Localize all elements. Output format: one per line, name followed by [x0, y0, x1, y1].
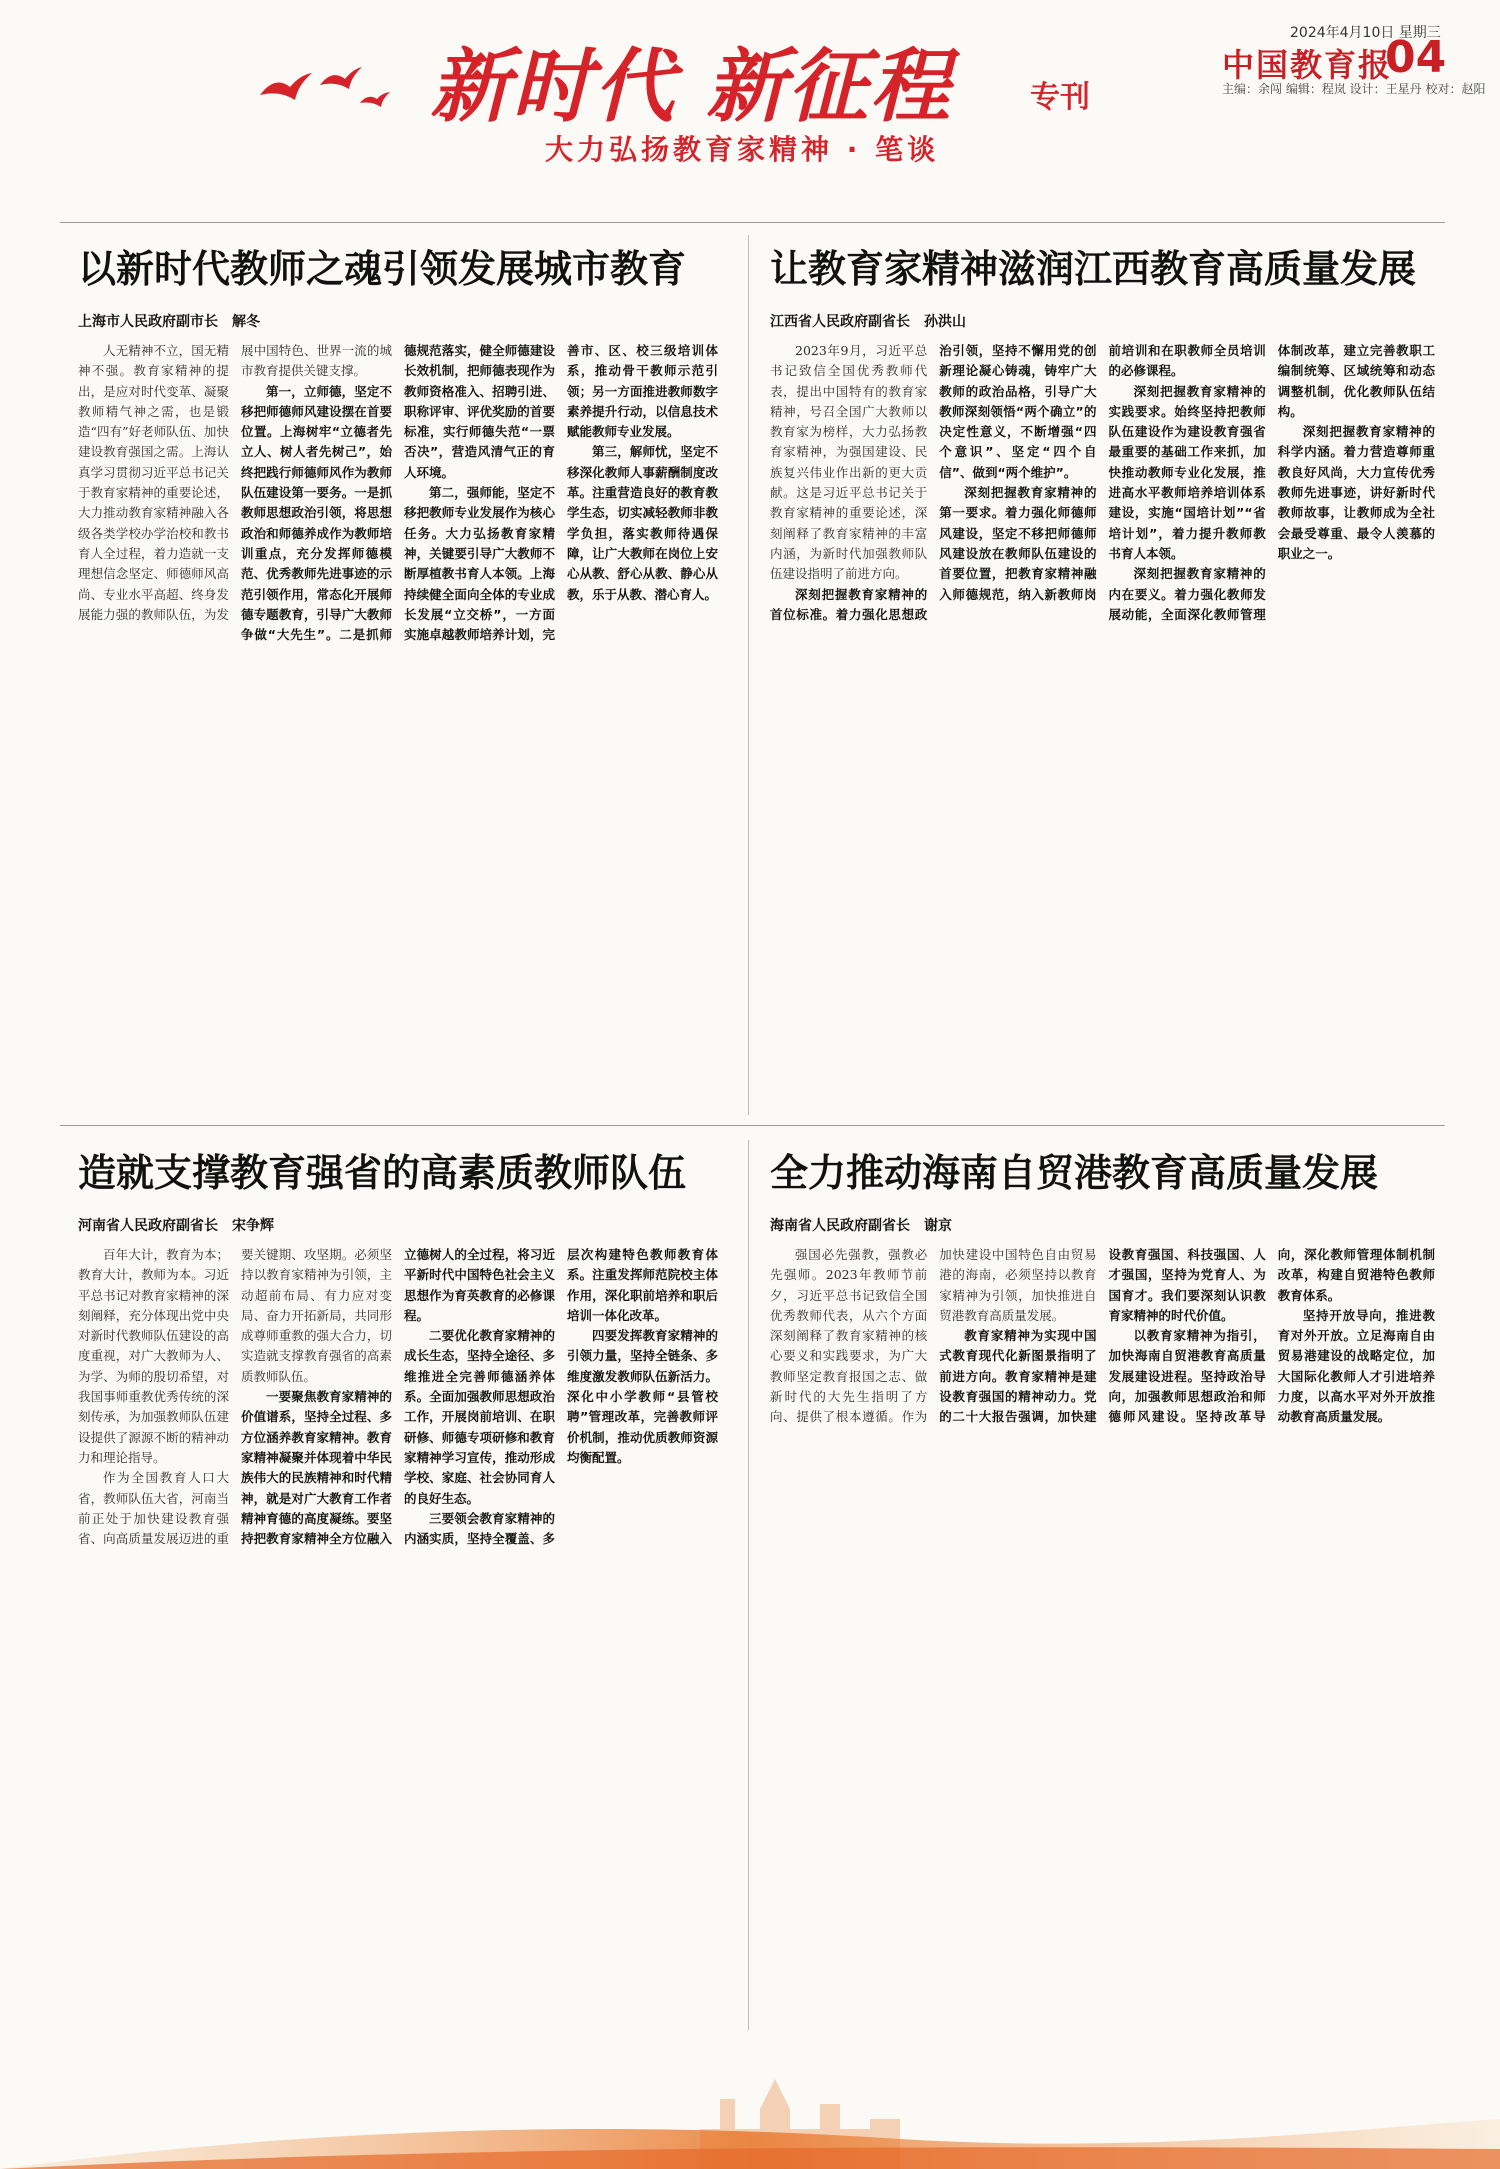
- article-body: [78, 1245, 718, 2105]
- cityscape-decoration-icon: [0, 2059, 1500, 2169]
- masthead: [0, 0, 1500, 200]
- paragraph: 2023年9月，习近平总书记致信全国优秀教师代表，提出中国特有的教育家精神，号召全国广大教师以教育家为榜样，大力弘扬教育家精神，为强国建设、民族复兴伟业作出新的更大贡献。这是习近平总书记关于教育家精神的重要论述，深刻阐释了教育家精神的丰富内涵，为新时代加强教师队伍建设指明了前进方向。: [770, 343, 928, 582]
- article-shanghai: [78, 238, 718, 1201]
- column-divider: [748, 235, 749, 1115]
- paragraph: 深刻把握教育家精神的首位标准。着力强化思想政治引领，坚持不懈用党的创新理论凝心铸魂，铸牢广大教师的政治品格，引导广大教师深刻领悟“两个确立”的决定性意义，不断增强“四个意识”、坚定“四个自信”、做到“两个维护”。: [770, 343, 1097, 622]
- paragraph: 强国必先强教，强教必先强师。2023年教师节前夕，习近平总书记致信全国优秀教师代表，从六个方面深刻阐释了教育家精神的核心要义和实践要求，为广大教师坚定教育报国之志、做新时代的大先生指明了方向、提供了根本遵循。作为加快建设中国特色自由贸易港的海南，必须坚持以教育家精神为引领，加快推进自贸港教育高质量发展。: [770, 1247, 1097, 1425]
- article-body: [770, 341, 1435, 1201]
- paragraph: 以教育家精神为指引，加快海南自贸港教育高质量发展建设进程。坚持政治导向，加强教师思想政治和师德师风建设。坚持改革导向，深化教师管理体制机制改革，构建自贸港特色教师教育体系。: [1108, 1247, 1435, 1425]
- paragraph: 坚持开放导向，推进教育对外开放。立足海南自由贸易港建设的战略定位，加大国际化教师人才引进培养力度，以高水平对外开放推动教育高质量发展。: [1277, 1307, 1435, 1425]
- paragraph: 深刻把握教育家精神的实践要求。始终坚持把教师队伍建设作为建设教育强省最重要的基础工作来抓，加快推动教师专业化发展，推进高水平教师培养培训体系建设，实施“国培计划”“省培计划”，着力提升教师教书育人本领。: [1108, 383, 1266, 561]
- paragraph: 教育家精神为实现中国式教育现代化新图景指明了前进方向。教育家精神是建设教育强国的精神动力。党的二十大报告强调，加快建设教育强国、科技强国、人才强国，坚持为党育人、为国育才。我们要深刻认识教育家精神的时代价值。: [939, 1247, 1266, 1425]
- issue-date: 2024年4月10日 星期三: [1290, 25, 1441, 41]
- banner-subline: 大力弘扬教育家精神 · 笔谈: [545, 133, 940, 166]
- article-jiangxi: [770, 238, 1435, 1201]
- paragraph: 作为全国教育人口大省，教师队伍大省，河南当前正处于加快建设教育强省、向高质量发展迈进的重要关键期、攻坚期。必须坚持以教育家精神为引领，主动超前布局、有力应对变局、奋力开拓新局，共同形成尊师重教的强大合力，切实造就支撑教育强省的高素质教师队伍。: [78, 1247, 392, 1547]
- paragraph: 深刻把握教育家精神的内在要义。着力强化教师发展动能，全面深化教师管理体制改革，建立完善教职工编制统筹、区域统筹和动态调整机制，优化教师队伍结构。: [1108, 343, 1435, 622]
- article-henan: [78, 1142, 718, 2105]
- flying-birds-icon: [250, 55, 400, 125]
- paragraph: 深刻把握教育家精神的科学内涵。着力营造尊师重教良好风尚，大力宣传优秀教师先进事迹，讲好新时代教师故事，让教师成为全社会最受尊重、最令人羡慕的职业之一。: [1277, 424, 1435, 561]
- article-title: 让教育家精神滋润江西教育高质量发展: [770, 247, 1417, 291]
- credits-line: 主编：余闯 编辑：程岚 设计：王星丹 校对：赵阳: [1222, 82, 1486, 96]
- column-divider: [748, 1140, 749, 2030]
- newspaper-name: 中国教育报: [1222, 46, 1393, 84]
- article-author: 海南省人民政府副省长 谢京: [770, 1218, 952, 1234]
- paragraph: 二要优化教育家精神的成长生态，坚持全途径、多维推进全完善师德涵养体系。全面加强教师思想政治工作，开展岗前培训、在职研修、师德专项研修和教育家精神学习宣传，推动形成学校、家庭、社会协同育人的良好生态。: [404, 1328, 555, 1506]
- paragraph: 第二，强师能，坚定不移把教师专业发展作为核心任务。大力弘扬教育家精神，关键要引导广大教师不断厚植教书育人本领。上海持续健全面向全体的专业成长发展“立交桥”，一方面实施卓越教师培养计划，完善市、区、校三级培训体系，推动骨干教师示范引领；另一方面推进教师数字素养提升行动，以信息技术赋能教师专业发展。: [404, 343, 718, 643]
- article-author: 上海市人民政府副市长 解冬: [78, 314, 260, 330]
- page-number: 04: [1385, 32, 1447, 83]
- paragraph: 百年大计，教育为本；教育大计，教师为本。习近平总书记对教育家精神的深刻阐释，充分体现出党中央对新时代教师队伍建设的高度重视，对广大教师为人、为学、为师的殷切希望，对我国事师重教优秀传统的深刻传承，为加强教师队伍建设提供了源源不断的精神动力和理论指导。: [78, 1247, 229, 1465]
- paragraph: 四要发挥教育家精神的引领力量，坚持全链条、多维度激发教师队伍新活力。深化中小学教师“县管校聘”管理改革，完善教师评价机制，推动优质教师资源均衡配置。: [567, 1328, 718, 1465]
- paragraph: 三要领会教育家精神的内涵实质，坚持全覆盖、多层次构建特色教师教育体系。注重发挥师范院校主体作用，深化职前培养和职后培训一体化改革。: [404, 1247, 718, 1547]
- paragraph: 人无精神不立，国无精神不强。教育家精神的提出，是应对时代变革、凝聚教师精气神之需，也是锻造“四有”好老师队伍、加快建设教育强国之需。上海认真学习贯彻习近平总书记关于教育家精神的重要论述，大力推动教育家精神融入各级各类学校办学治校和教书育人全过程，着力造就一支理想信念坚定、师德师风高尚、专业水平高超、终身发展能力强的教师队伍，为发展中国特色、世界一流的城市教育提供关键支撑。: [78, 343, 392, 622]
- paragraph: 第三，解师忧，坚定不移深化教师人事薪酬制度改革。注重营造良好的教育教学生态，切实减轻教师非教学负担，落实教师待遇保障，让广大教师在岗位上安心从教、舒心从教、静心从教，乐于从教、潜心育人。: [567, 444, 718, 602]
- paragraph: 第一，立师德，坚定不移把师德师风建设摆在首要位置。上海树牢“立德者先立人、树人者先树己”，始终把践行师德师风作为教师队伍建设第一要务。一是抓教师思想政治引领，将思想政治和师德养成作为教师培训重点，充分发挥师德模范、优秀教师先进事迹的示范引领作用，常态化开展师德专题教育，引导广大教师争做“大先生”。二是抓师德规范落实，健全师德建设长效机制，把师德表现作为教师资格准入、招聘引进、职称评审、评优奖励的首要标准，实行师德失范“一票否决”，营造风清气正的育人环境。: [241, 343, 555, 643]
- article-author: 江西省人民政府副省长 孙洪山: [770, 314, 966, 330]
- section-divider: [60, 1125, 1445, 1126]
- article-body: [770, 1245, 1435, 2105]
- article-title: 造就支撑教育强省的高素质教师队伍: [78, 1151, 687, 1195]
- article-author: 河南省人民政府副省长 宋争辉: [78, 1218, 274, 1234]
- paragraph: 深刻把握教育家精神的第一要求。着力强化师德师风建设，坚定不移把师德师风建设放在教师队伍建设的首要位置，把教育家精神融入师德规范，纳入新教师岗前培训和在职教师全员培训的必修课程。: [939, 343, 1266, 602]
- article-title: 以新时代教师之魂引领发展城市教育: [78, 247, 687, 291]
- banner-title: 新时代 新征程: [430, 40, 952, 133]
- article-body: [78, 341, 718, 1201]
- masthead-divider: [60, 222, 1445, 223]
- paragraph: 一要聚焦教育家精神的价值谱系，坚持全过程、多方位涵养教育家精神。教育家精神凝聚并体现着中华民族伟大的民族精神和时代精神，就是对广大教育工作者精神育德的高度凝练。要坚持把教育家精神全方位融入立德树人的全过程，将习近平新时代中国特色社会主义思想作为育英教育的必修课程。: [241, 1247, 555, 1547]
- article-title: 全力推动海南自贸港教育高质量发展: [770, 1151, 1379, 1195]
- article-hainan: [770, 1142, 1435, 2105]
- banner-tag: 专刊: [1030, 80, 1090, 115]
